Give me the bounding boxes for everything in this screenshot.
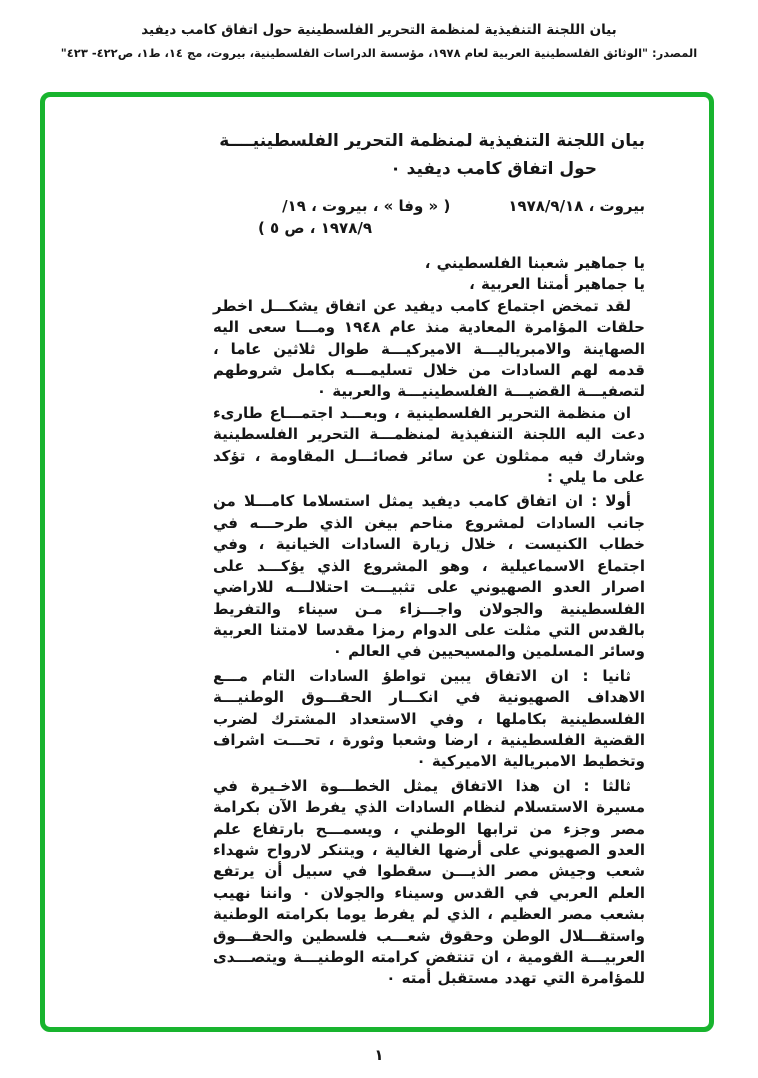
paragraph-second-point: ثانيا : ان الاتفاق يبين تواطؤ السادات التام مـــع الاهداف الصهيونية في انكـــار الحقـــوق الوطنيـــة الفلسطينية بكاملها ، وفي الاستعداد المشترك لضرب القضية الفلسطينية ، ارضا وشعبا وثورة ، تحـــت اشراف وتخطيط الامبريالية الاميركية ٠ <box>213 666 645 771</box>
statement-text <box>213 253 645 990</box>
document-body <box>213 127 645 1019</box>
dateline-place-date: بيروت ، ١٩٧٨/٩/١٨ <box>508 197 645 215</box>
document-title-line1: بيان اللجنة التنفيذية لمنظمة التحرير الفلسطينيــــة <box>219 131 645 151</box>
paragraph-first-point: أولا : ان اتفاق كامب ديفيد يمثل استسلاما كامـــلا من جانب السادات لمشروع مناحم بيغن الذي طرحـــه في خطاب الكنيست ، خلال زيارة السادات الخيانية ، وفي اجتماع الاسماعيلية ، وهو المشروع الذي يؤكـــد على اصرار العدو الصهيوني على تثبيـــت احتلالـــه للاراضي الفلسطينية والجولان واجـــزاء مـن سيناء والتفريط بالقدس التي مثلت على الدوام رمزا مقدسا لامتنا العربية وسائر المسلمين والمسيحيين في العالم ٠ <box>213 492 645 661</box>
dateline-citation-line1: ( « وفا » ، بيروت ، ١٩/ <box>282 197 451 215</box>
document-title-line2: حول اتفاق كامب ديفيد ٠ <box>390 159 597 179</box>
dateline-citation-line2: ١٩٧٨/٩ ، ص ٥ ) <box>257 219 372 237</box>
paragraph-intro: لقد تمخض اجتماع كامب ديفيد عن اتفاق يشكـــل اخطر حلقات المؤامرة المعادية منذ عام ١٩٤٨ ومـــا سعى اليه الصهاينة والامبرياليـــة الاميركيـــة طوال ثلاثين عاما ، قدمه لهم السادات من خلال تسليمـــه بكامل شروطهم لتصفيـــة القضيـــة الفلسطينيـــة والعربية ٠ <box>213 296 645 401</box>
document-title <box>213 127 645 183</box>
header-headline: بيان اللجنة التنفيذية لمنظمة التحرير الفلسطينية حول اتفاق كامب ديفيد <box>141 22 617 38</box>
paragraph-third-point: ثالثا : ان هذا الاتفاق يمثل الخطـــوة الاخـيرة في مسيرة الاستسلام لنظام السادات الذي يفرط الآن بكرامة مصر وجزء من ترابها الوطني ، ويسمـــح بارتفاع علم العدو الصهيوني على أرضها الغالية ، ويتنكر لارواح شهداء شعب وجيش مصر الذيـــن سقطوا في سبيل أن يرتفع العلم العربي في القدس وسيناء والجولان ٠ واننا نهيب بشعب مصر العظيم ، الذي لم يفرط يوما بكرامته الوطنية واستقـــلال الوطن وحقوق شعـــب فلسطين والحقـــوق العربيـــة القومية ، ان تنتفض كرامته الوطنيـــة ويتصـــدى للمؤامرة التي تهدد مستقبل أمته ٠ <box>213 776 645 988</box>
dateline <box>213 195 645 239</box>
green-annotation-box <box>40 92 714 1032</box>
paragraph-address-arab: يا جماهير أمتنا العربية ، <box>469 275 645 294</box>
header-source-citation: المصدر: "الوثائق الفلسطينية العربية لعام ١٩٧٨، مؤسسة الدراسات الفلسطينية، بيروت، مج ١٤، ط١، ص٤٢٢- ٤٢٣" <box>60 46 698 60</box>
page-header <box>0 20 758 62</box>
page-number: ١ <box>374 1046 384 1064</box>
paragraph-address-palestinian: يا جماهير شعبنا الفلسطيني ، <box>424 254 645 272</box>
paragraph-plo-meeting: ان منظمة التحرير الفلسطينية ، وبعـــد اجتمـــاع طارىء دعت اليه اللجنة التنفيذية لمنظمـــة التحرير الفلسطينية وشارك فيه ممثلون عن سائر فصائـــل المقاومة ، تؤكد على ما يلي : <box>213 403 645 487</box>
